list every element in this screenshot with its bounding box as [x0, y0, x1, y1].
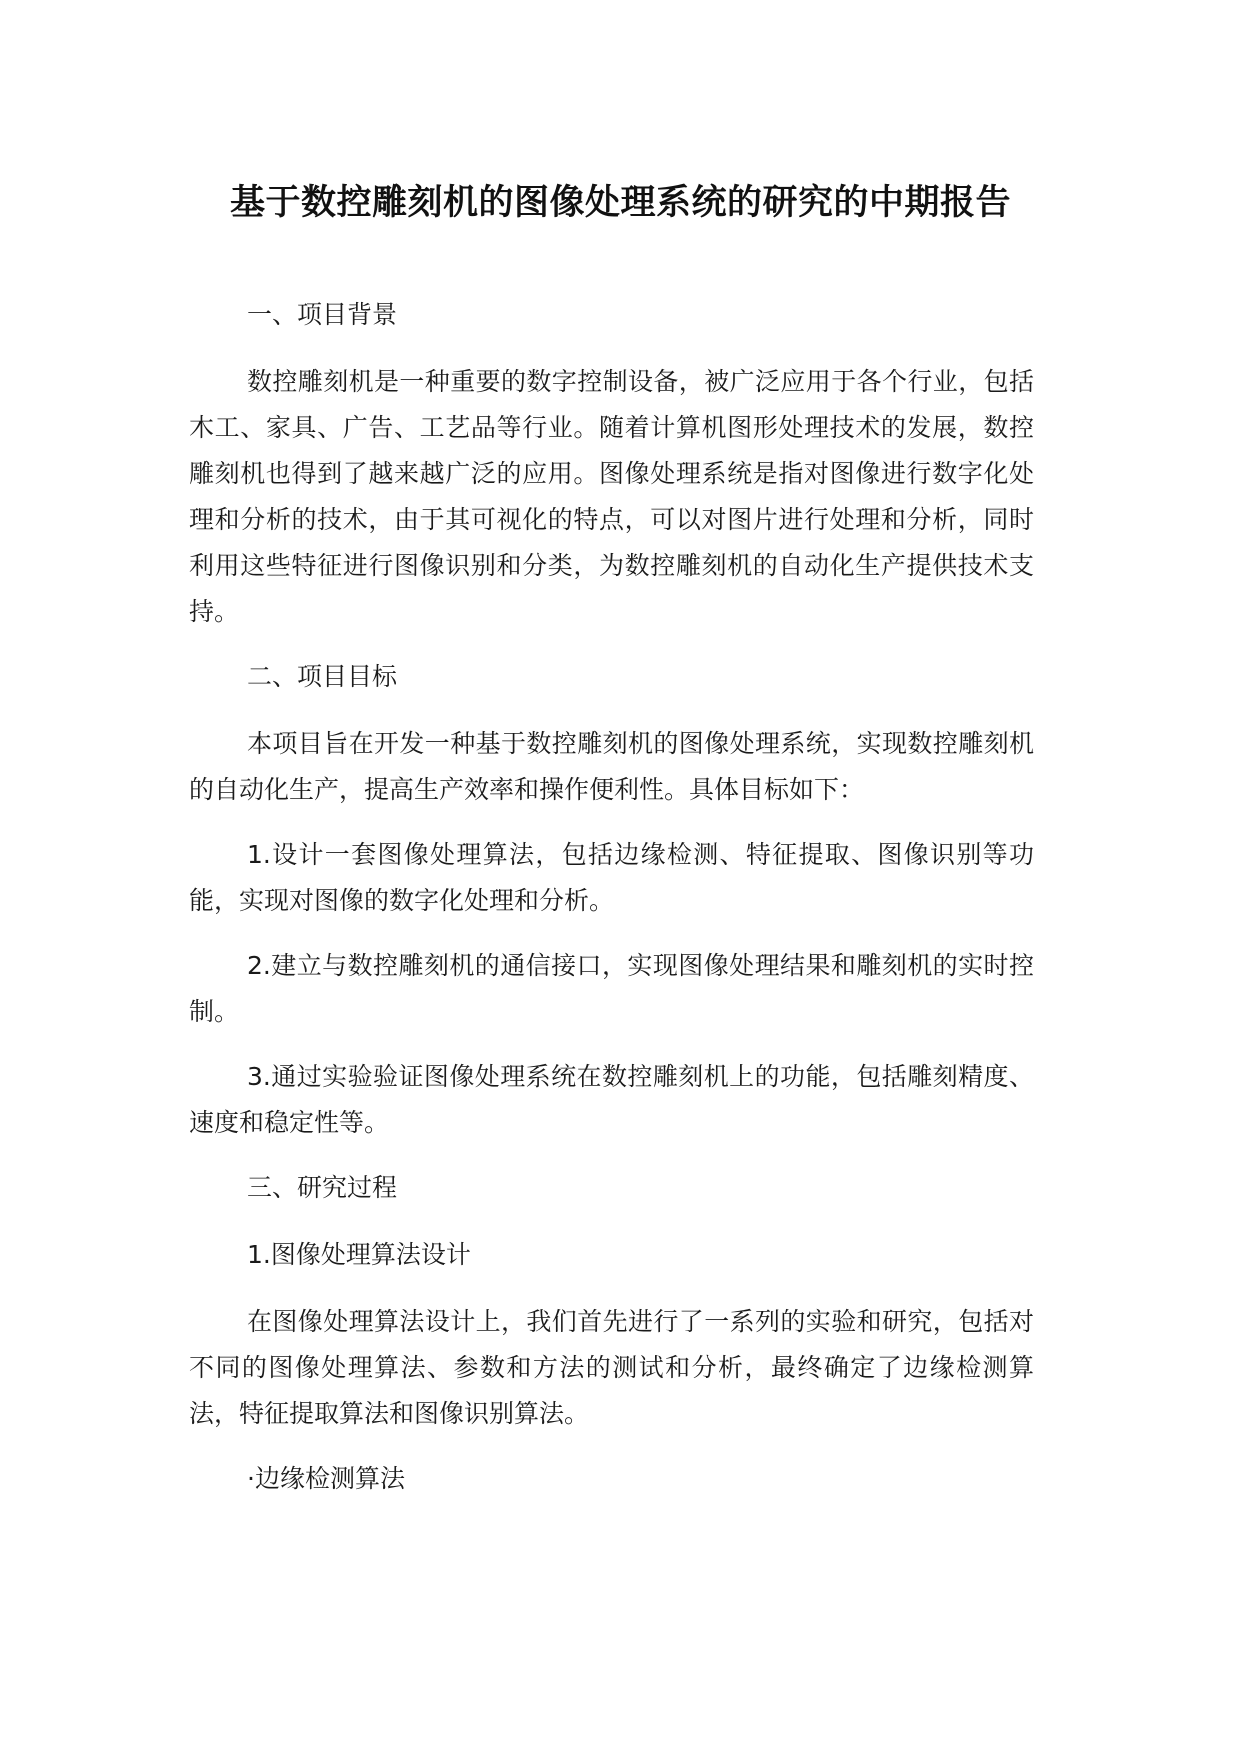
section-heading-process: 三、研究过程 — [247, 1173, 398, 1202]
subsection-heading-algorithm-design: 1.图像处理算法设计 — [247, 1240, 471, 1269]
bullet-edge-detection: ·边缘检测算法 — [247, 1464, 405, 1493]
paragraph-background: 数控雕刻机是一种重要的数字控制设备，被广泛应用于各个行业，包括木工、家具、广告、工艺品等行业。随着计算机图形处理技术的发展，数控雕刻机也得到了越来越广泛的应用。图像处理系统是指对图像进行数字化处理和分析的技术，由于其可视化的特点，可以对图片进行处理和分析，同时利用这些特征进行图像识别和分类，为数控雕刻机的自动化生产提供技术支持。 — [189, 367, 1034, 626]
goal-item-1: 1.设计一套图像处理算法，包括边缘检测、特征提取、图像识别等功能，实现对图像的数字化处理和分析。 — [189, 840, 1034, 915]
paragraph-goals-intro: 本项目旨在开发一种基于数控雕刻机的图像处理系统，实现数控雕刻机的自动化生产，提高生产效率和操作便利性。具体目标如下： — [189, 729, 1034, 804]
goal-item-3: 3.通过实验验证图像处理系统在数控雕刻机上的功能，包括雕刻精度、速度和稳定性等。 — [189, 1062, 1034, 1137]
goal-item-2: 2.建立与数控雕刻机的通信接口，实现图像处理结果和雕刻机的实时控制。 — [189, 951, 1034, 1026]
paragraph-algorithm-design: 在图像处理算法设计上，我们首先进行了一系列的实验和研究，包括对不同的图像处理算法、参数和方法的测试和分析，最终确定了边缘检测算法，特征提取算法和图像识别算法。 — [189, 1307, 1034, 1428]
document-title: 基于数控雕刻机的图像处理系统的研究的中期报告 — [229, 183, 1011, 223]
section-heading-goals: 二、项目目标 — [247, 662, 398, 691]
document-body — [189, 292, 1034, 1523]
section-heading-background: 一、项目背景 — [247, 300, 398, 329]
